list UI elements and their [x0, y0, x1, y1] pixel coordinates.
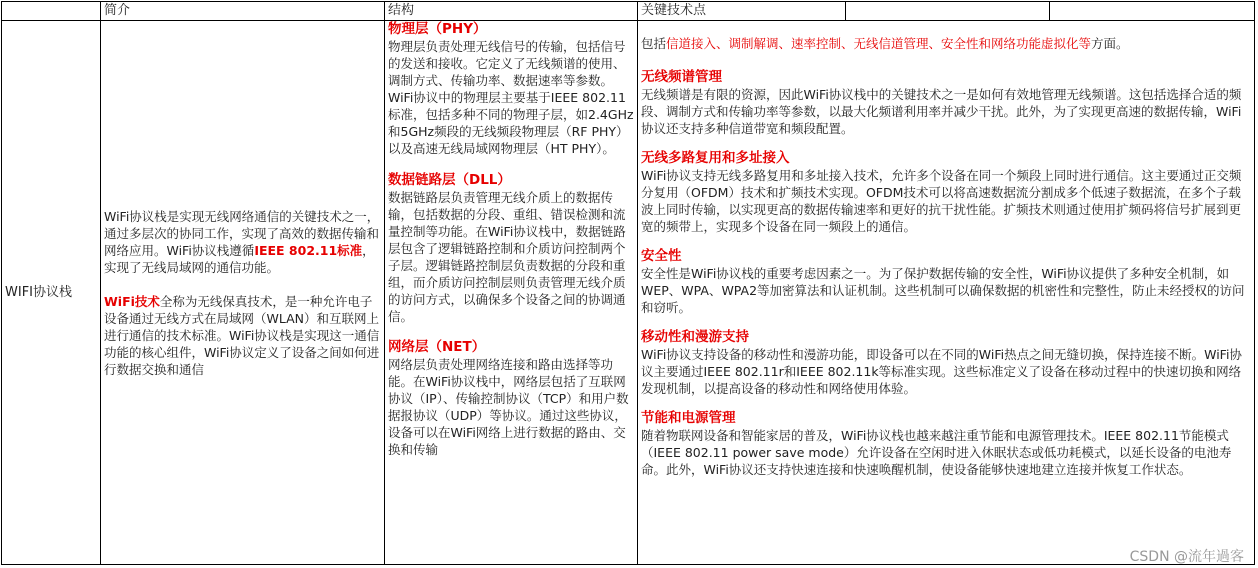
intro-text: ，实现了无线局域网的通信功能。: [104, 242, 375, 275]
security-text: 安全性是WiFi协议栈的重要考虑因素之一。为了保护数据传输的安全性，WiFi协议提供了多种安全机制，如WEP、WPA、WPA2等加密算法和认证机制。这些机制可以确保数据的机密性和完整性，防止未经授权的访问和窃听。: [641, 266, 1245, 315]
security-title: 安全性: [641, 248, 682, 264]
multiplex-text: WiFi协议支持无线多路复用和多址接入技术，允许多个设备在同一个频段上同时进行通信。这主要通过正交频分复用（OFDM）技术和扩频技术实现。OFDM技术可以将高速数据流分割成多个低速子数据流，在多个子载波上同时传输，以实现更高的数据传输速率和更好的抗干扰性能。扩频技术则通过使用扩频码将信号扩展到更宽的频带上，实现多个设备在同一频段上的通信。: [641, 168, 1242, 234]
header-cell-structure: 结构: [385, 2, 638, 21]
row-label: WIFI协议栈: [2, 21, 101, 565]
dll-title: 数据链路层（DLL）: [388, 172, 511, 188]
phy-title: 物理层（PHY）: [388, 21, 487, 37]
spectrum-text: 无线频谱是有限的资源，因此WiFi协议栈中的关键技术之一是如何有效地管理无线频谱。这包括选择合适的频段、调制方式和传输功率等参数，以最大化频谱利用率并减少干扰。此外，为了实现更高速的数据传输，WiFi协议还支持多种信道带宽和频段配置。: [641, 87, 1242, 136]
net-text: 网络层负责处理网络连接和路由选择等功能。在WiFi协议栈中，网络层包括了互联网协议（IP）、传输控制协议（TCP）和用户数据报协议（UDP）等协议。通过这些协议，设备可以在WiFi网络上进行数据的路由、交换和传输: [388, 357, 629, 457]
phy-text: 物理层负责处理无线信号的传输，包括信号的发送和接收。它定义了无线频谱的使用、调制方式、传输功率、数据速率等参数。WiFi协议中的物理层主要基于IEEE 802.11标准，包括多种不同的物理子层，如2.4GHz和5GHz频段的无线频段物理层（RF PHY）以及高速无线局域网物理层（HT PHY）。: [388, 39, 634, 156]
structure-cell: [385, 21, 638, 565]
tech-lead-highlight: 信道接入、调制解调、速率控制、无线信道管理、安全性和网络功能虚拟化等: [666, 36, 1092, 51]
power-title: 节能和电源管理: [641, 410, 736, 426]
header-cell-empty: [2, 2, 101, 21]
tech-lead-text: 包括: [641, 36, 667, 51]
header-cell-intro: 简介: [101, 2, 385, 21]
intro-paragraph-2: [104, 293, 381, 378]
csdn-watermark: CSDN @流年過客: [1129, 549, 1244, 565]
key-tech-cell: [638, 21, 1255, 565]
multiplex-title: 无线多路复用和多址接入: [641, 150, 790, 166]
tech-lead-text: 方面。: [1091, 36, 1129, 51]
tech-lead: [641, 35, 1251, 52]
net-title: 网络层（NET）: [388, 339, 486, 355]
intro-text: WiFi协议栈是实现无线网络通信的关键技术之一，通过多层次的协同工作，实现了高效的数据传输和网络应用。WiFi协议栈遵循: [104, 208, 380, 258]
header-cell-blank-2: [1050, 2, 1255, 21]
intro-text: 全称为无线保真技术，是一种允许电子设备通过无线方式在局域网（WLAN）和互联网上进行通信的技术标准。WiFi协议栈是实现这一通信功能的核心组件，WiFi协议定义了设备之间如何进行数据交换和通信: [104, 293, 380, 377]
roaming-title: 移动性和漫游支持: [641, 329, 749, 345]
header-row: [2, 2, 1255, 21]
intro-paragraph-1: [104, 208, 381, 276]
power-text: 随着物联网设备和智能家居的普及，WiFi协议栈也越来越注重节能和电源管理技术。IEEE 802.11节能模式（IEEE 802.11 power save mode）允许设备在空闲时进入休眠状态或低功耗模式，以延长设备的电池寿命。此外，WiFi协议还支持快速连接和快速唤醒机制，使设备能够快速地建立连接并恢复工作状态。: [641, 428, 1232, 477]
intro-highlight-ieee: IEEE 802.11标准: [254, 242, 363, 258]
dll-text: 数据链路层负责管理无线介质上的数据传输，包括数据的分段、重组、错误检测和流量控制等功能。在WiFi协议栈中，数据链路层包含了逻辑链路控制和介质访问控制两个子层。逻辑链路控制层负责数据的分段和重组，而介质访问控制层则负责管理无线介质的访问方式，以确保多个设备之间的协调通信。: [388, 190, 626, 324]
spectrum-title: 无线频谱管理: [641, 69, 722, 85]
header-cell-blank-1: [846, 2, 1050, 21]
roaming-text: WiFi协议支持设备的移动性和漫游功能，即设备可以在不同的WiFi热点之间无缝切换，保持连接不断。WiFi协议主要通过IEEE 802.11r和IEEE 802.11k等标准实现。这些标准定义了设备在移动过程中的快速切换和网络发现机制，以提高设备的移动性和网络使用体验。: [641, 347, 1242, 396]
header-cell-key-tech: 关键技术点: [638, 2, 846, 21]
intro-highlight-wifi: WiFi技术: [104, 293, 160, 309]
intro-cell: [101, 21, 385, 565]
wifi-row: [2, 21, 1255, 565]
comparison-table: [1, 1, 1255, 565]
